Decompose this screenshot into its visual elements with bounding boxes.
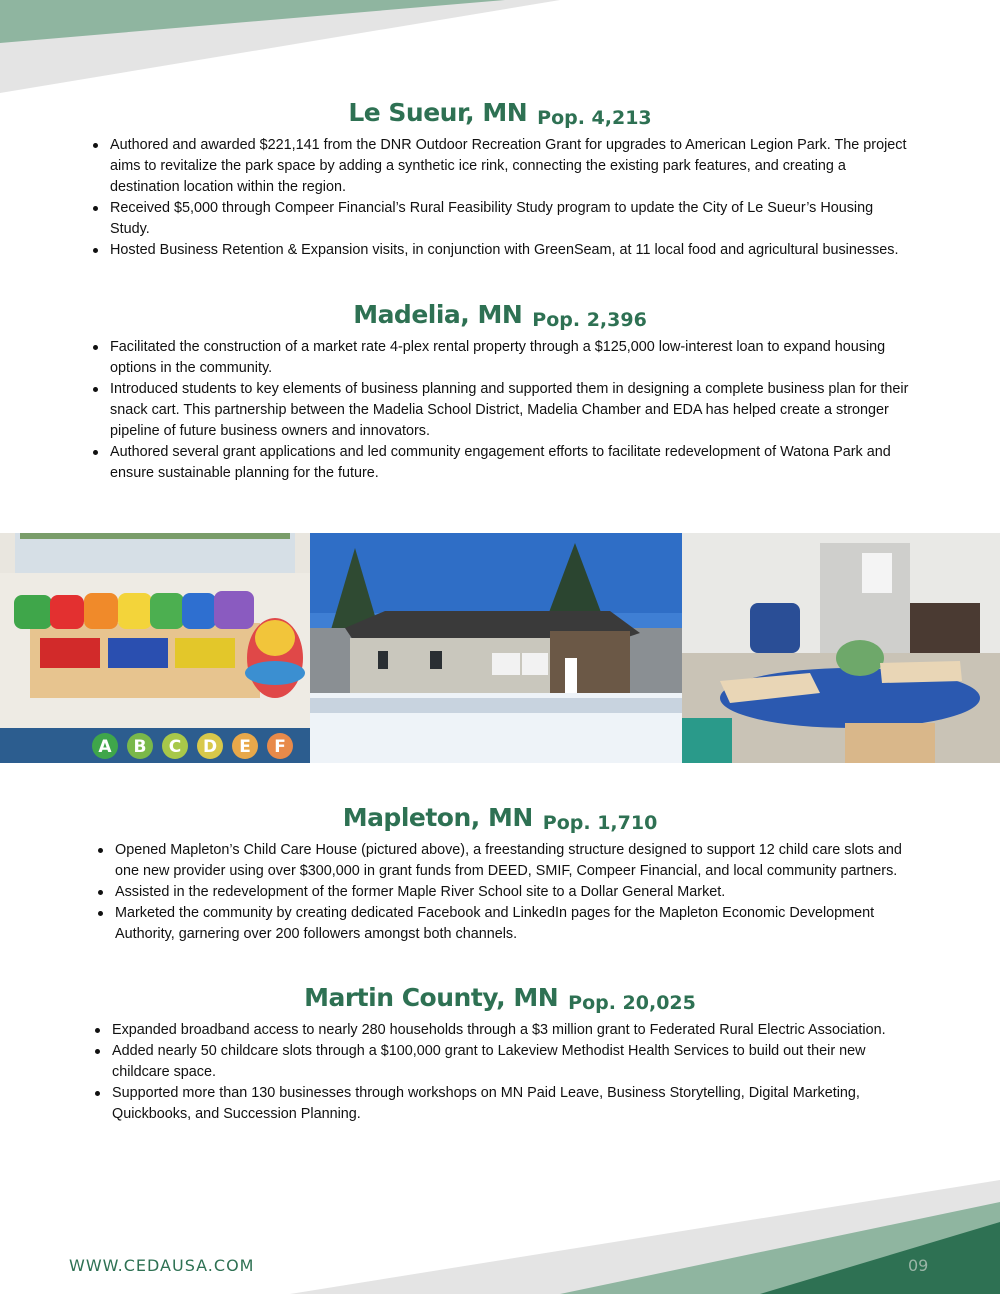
section-heading	[0, 98, 1000, 129]
list-item: Hosted Business Retention & Expansion visits, in conjunction with GreenSeam, at 11 local food and agricultural businesses.	[92, 240, 910, 261]
population: Pop. 4,213	[537, 107, 652, 129]
list-item: Authored several grant applications and led community engagement efforts to facilitate redevelopment of Watona Park and ensure sustainable planning for the future.	[92, 442, 910, 484]
list-item: Facilitated the construction of a market rate 4-plex rental property through a $125,000 low-interest loan to expand housing options in the community.	[92, 337, 910, 379]
section-heading	[0, 983, 1000, 1014]
top-decoration	[0, 0, 1000, 100]
photo-toys	[0, 533, 310, 763]
list-item: Opened Mapleton’s Child Care House (pictured above), a freestanding structure designed to support 12 child care slots and one new provider using over $300,000 in grant funds from DEED, SMIF, Compeer Financial, and local community partners.	[97, 840, 905, 882]
rug-letter: F	[274, 737, 286, 757]
bullet-list	[94, 1020, 910, 1125]
city-name: Martin County, MN	[304, 983, 559, 1012]
footer-url[interactable]: WWW.CEDAUSA.COM	[69, 1256, 255, 1275]
list-item: Authored and awarded $221,141 from the DNR Outdoor Recreation Grant for upgrades to American Legion Park. The project aims to revitalize the park space by adding a synthetic ice rink, connecting the existing park features, and creating a destination location within the region.	[92, 135, 910, 198]
rug-letter: A	[98, 737, 112, 757]
section-martin-county	[0, 983, 1000, 1122]
city-name: Madelia, MN	[353, 300, 523, 329]
list-item: Added nearly 50 childcare slots through a $100,000 grant to Lakeview Methodist Health Services to build out their new childcare space.	[94, 1041, 910, 1083]
section-mapleton	[0, 803, 1000, 942]
rug-letter: C	[168, 737, 182, 757]
bullet-list	[97, 840, 905, 945]
photo-child-care-house	[310, 533, 682, 763]
section-madelia	[0, 300, 1000, 481]
section-heading	[0, 300, 1000, 331]
list-item: Assisted in the redevelopment of the former Maple River School site to a Dollar General Market.	[97, 882, 905, 903]
section-heading	[0, 803, 1000, 834]
bottom-decoration	[0, 1180, 1000, 1294]
bullet-list	[92, 135, 910, 261]
city-name: Mapleton, MN	[342, 803, 533, 832]
list-item: Received $5,000 through Compeer Financial’s Rural Feasibility Study program to update the City of Le Sueur’s Housing Study.	[92, 198, 910, 240]
bullet-list	[92, 337, 910, 484]
rug-letter: D	[202, 737, 218, 757]
photo-collage	[0, 533, 1000, 763]
population: Pop. 1,710	[542, 812, 658, 834]
list-item: Marketed the community by creating dedicated Facebook and LinkedIn pages for the Mapleton Economic Development Authority, garnering over 200 followers amongst both channels.	[97, 903, 905, 945]
section-le-sueur	[0, 98, 1000, 258]
page-number: 09	[908, 1256, 929, 1275]
list-item: Expanded broadband access to nearly 280 households through a $3 million grant to Federated Rural Electric Association.	[94, 1020, 910, 1041]
list-item: Supported more than 130 businesses through workshops on MN Paid Leave, Business Storytelling, Digital Marketing, Quickbooks, and Succession Planning.	[94, 1083, 910, 1125]
list-item: Introduced students to key elements of business planning and supported them in designing a complete business plan for their snack cart. This partnership between the Madelia School District, Madelia Chamber and EDA has helped create a stronger pipeline of future business owners and innovators.	[92, 379, 910, 442]
population: Pop. 20,025	[568, 992, 696, 1014]
photo-classroom	[682, 533, 1000, 763]
population: Pop. 2,396	[532, 309, 647, 331]
city-name: Le Sueur, MN	[348, 98, 528, 127]
rug-letter: B	[133, 737, 147, 757]
rug-letter: E	[239, 737, 251, 757]
